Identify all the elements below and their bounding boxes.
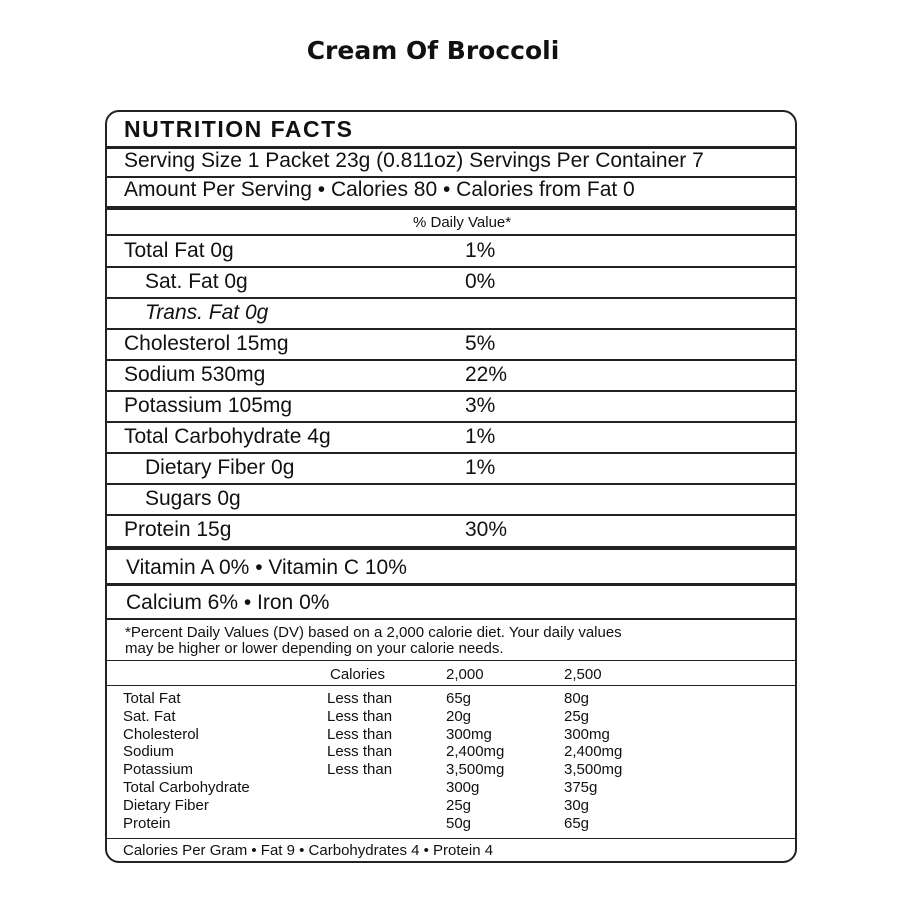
nutrient-daily-value: 3%: [465, 394, 496, 417]
ref-limit: Less than: [327, 690, 393, 707]
serving-size: Serving Size 1 Packet 23g (0.811oz) Servings Per Container 7: [124, 149, 704, 172]
ref-nutrient: Sodium: [123, 743, 174, 761]
nutrient-daily-value: 1%: [465, 425, 496, 448]
divider: [107, 583, 795, 586]
divider: [107, 660, 795, 661]
ref-value-2500: 30g: [564, 796, 590, 814]
divider: [107, 685, 795, 686]
footnote-line-1: *Percent Daily Values (DV) based on a 2,000 calorie diet. Your daily values: [125, 624, 622, 641]
ref-value-2000: 300mg: [446, 725, 492, 743]
divider: [107, 514, 795, 516]
nutrient-name: Total Fat 0g: [124, 239, 234, 262]
ref-value-2000: 65g: [446, 690, 472, 707]
divider: [107, 452, 795, 454]
ref-value-2500: 65g: [564, 814, 590, 832]
nutrient-daily-value: 30%: [465, 518, 508, 541]
nutrient-name: Sodium 530mg: [124, 363, 266, 386]
ref-value-2500: 25g: [564, 707, 590, 725]
nutrient-daily-value: 1%: [465, 239, 496, 262]
nutrient-daily-value: 5%: [465, 332, 496, 355]
nutrient-name: Trans. Fat 0g: [145, 301, 269, 324]
nutrient-name: Potassium 105mg: [124, 394, 293, 417]
nutrient-daily-value: 0%: [465, 270, 496, 293]
nutrient-name: Sat. Fat 0g: [145, 270, 248, 293]
ref-value-2500: 3,500mg: [564, 761, 623, 779]
nutrient-daily-value: 1%: [465, 456, 496, 479]
divider: [107, 359, 795, 361]
ref-nutrient: Total Fat: [123, 690, 181, 707]
divider: [107, 297, 795, 299]
nutrient-name: Dietary Fiber 0g: [145, 456, 295, 479]
ref-header-2000: 2,000: [446, 666, 484, 683]
ref-value-2000: 20g: [446, 707, 472, 725]
ref-header-2500: 2,500: [564, 666, 602, 683]
ref-nutrient: Potassium: [123, 761, 194, 779]
ref-nutrient: Protein: [123, 814, 171, 832]
ref-limit: Less than: [327, 725, 393, 743]
ref-limit: Less than: [327, 761, 393, 779]
nutrient-daily-value: 22%: [465, 363, 508, 386]
ref-header-calories: Calories: [330, 666, 386, 683]
ref-value-2000: 25g: [446, 796, 472, 814]
ref-value-2000: 300g: [446, 779, 480, 796]
daily-value-header: % Daily Value*: [413, 214, 512, 231]
ref-value-2500: 375g: [564, 779, 598, 796]
ref-nutrient: Sat. Fat: [123, 707, 176, 725]
ref-value-2000: 3,500mg: [446, 761, 505, 779]
footnote: [125, 625, 622, 657]
amount-per-serving: Amount Per Serving • Calories 80 • Calories from Fat 0: [124, 178, 635, 201]
divider: [107, 546, 795, 550]
ref-value-2000: 2,400mg: [446, 743, 505, 761]
divider: [107, 421, 795, 423]
page-title: Cream Of Broccoli: [306, 36, 560, 65]
divider: [107, 206, 795, 210]
divider: [107, 234, 795, 236]
divider: [107, 390, 795, 392]
ref-limit: Less than: [327, 743, 393, 761]
calories-per-gram: Calories Per Gram • Fat 9 • Carbohydrates 4 • Protein 4: [123, 842, 494, 859]
nutrient-name: Total Carbohydrate 4g: [124, 425, 331, 448]
label-heading: NUTRITION FACTS: [124, 116, 354, 142]
divider: [107, 266, 795, 268]
nutrition-label: [105, 110, 797, 863]
divider: [107, 328, 795, 330]
divider: [107, 618, 795, 620]
ref-nutrient: Cholesterol: [123, 725, 199, 743]
ref-limit: Less than: [327, 707, 393, 725]
nutrient-name: Cholesterol 15mg: [124, 332, 289, 355]
ref-value-2500: 300mg: [564, 725, 610, 743]
vitamins-line: Vitamin A 0% • Vitamin C 10%: [126, 556, 407, 579]
nutrient-name: Sugars 0g: [145, 487, 241, 510]
ref-value-2500: 2,400mg: [564, 743, 623, 761]
ref-value-2000: 50g: [446, 814, 472, 832]
footnote-line-2: may be higher or lower depending on your calorie needs.: [125, 640, 504, 657]
ref-nutrient: Dietary Fiber: [123, 796, 209, 814]
divider: [107, 838, 795, 839]
minerals-line: Calcium 6% • Iron 0%: [126, 591, 330, 614]
ref-nutrient: Total Carbohydrate: [123, 779, 250, 796]
divider: [107, 483, 795, 485]
nutrient-name: Protein 15g: [124, 518, 232, 541]
ref-value-2500: 80g: [564, 690, 590, 707]
